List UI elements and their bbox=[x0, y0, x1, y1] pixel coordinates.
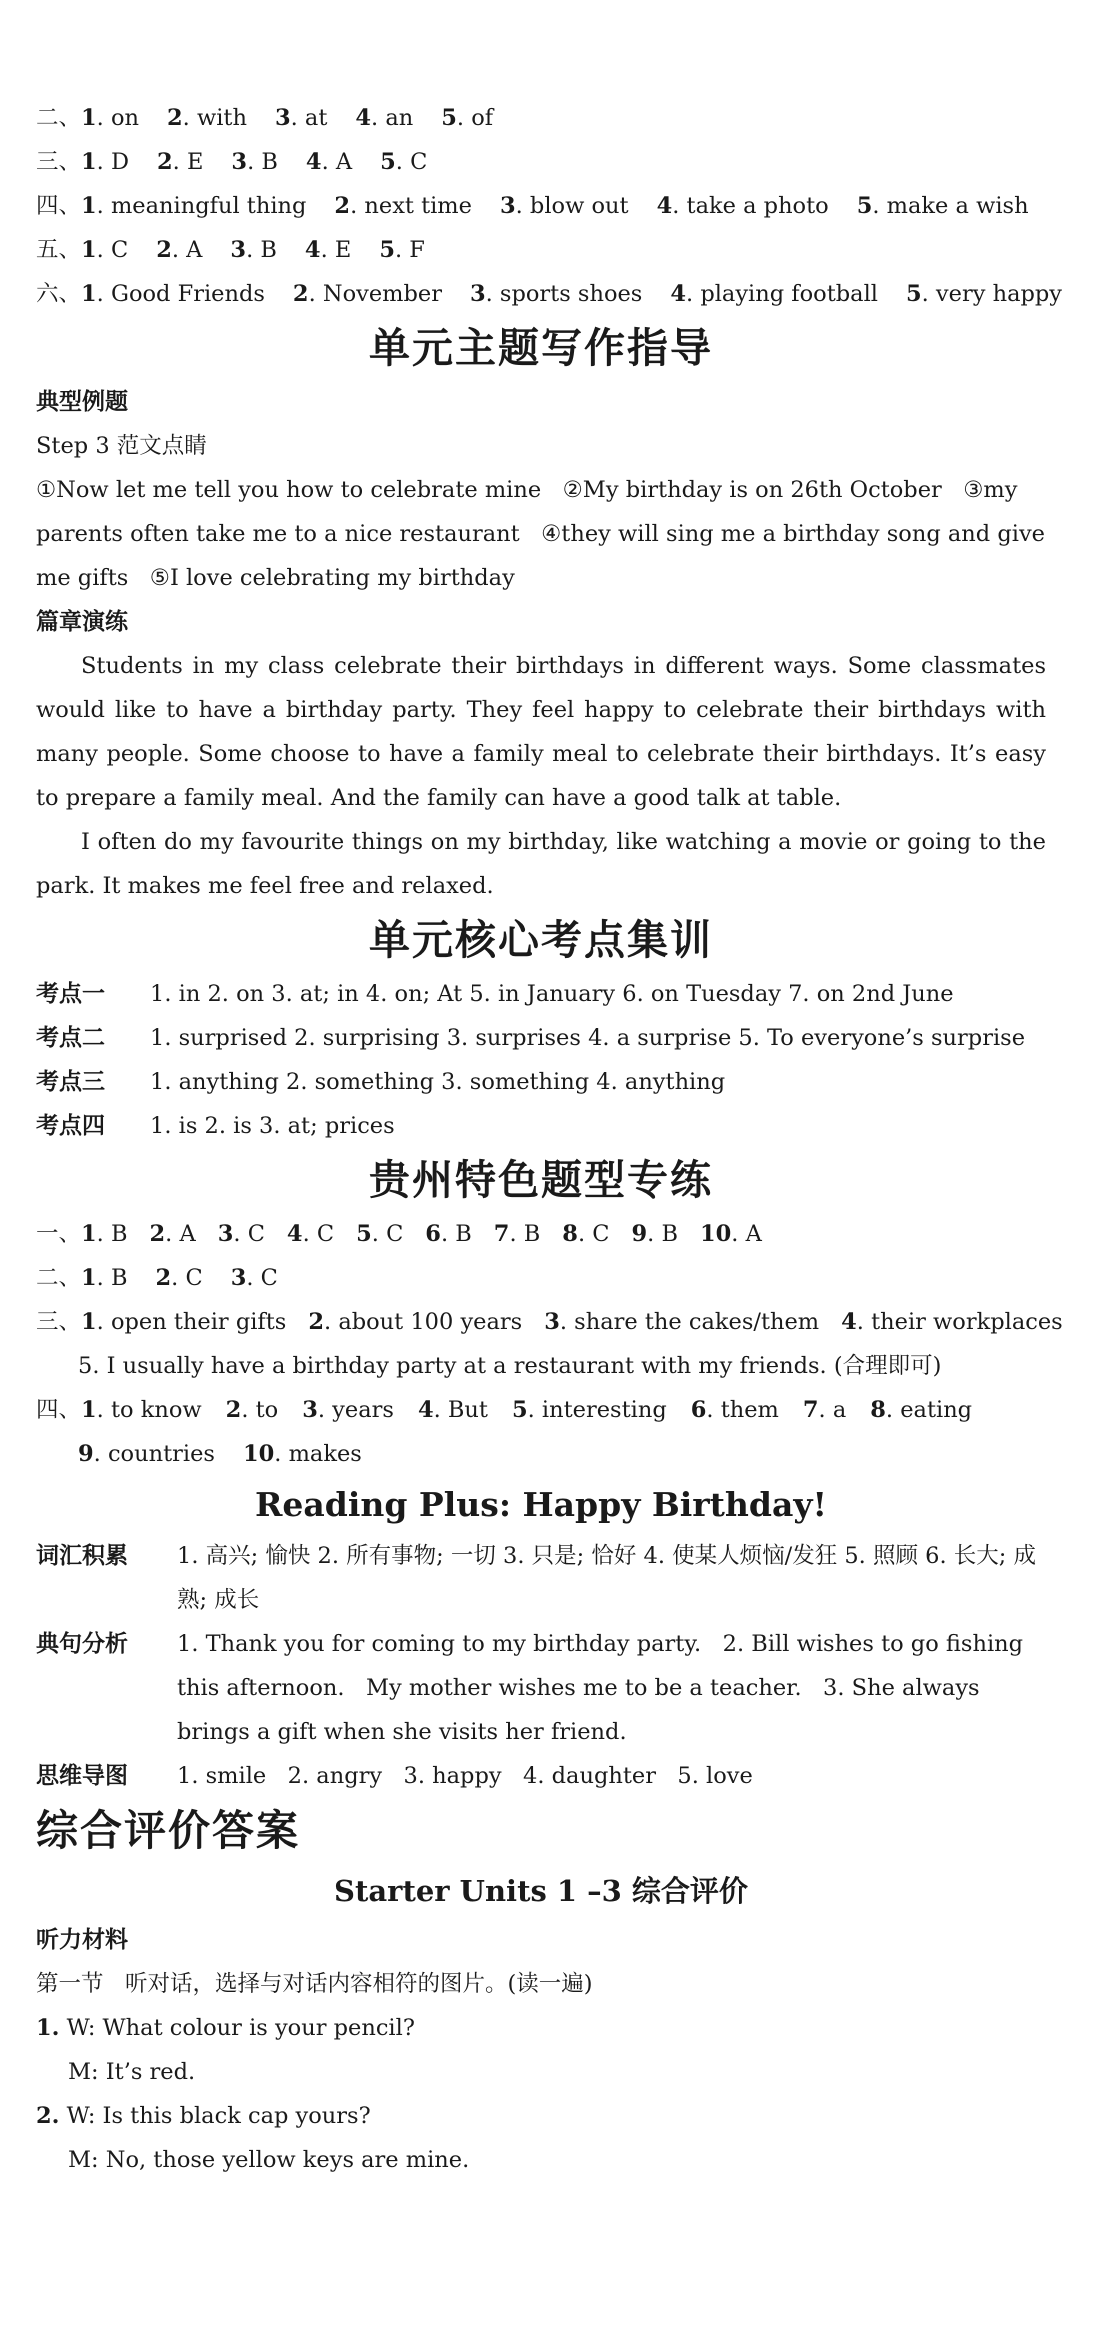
item-text: . to bbox=[241, 1397, 279, 1423]
core-row bbox=[36, 972, 1046, 1016]
item-num: 4 bbox=[670, 281, 687, 307]
example-heading: 典型例题 bbox=[36, 389, 128, 415]
item-text: . But bbox=[433, 1397, 488, 1423]
reading-row-label: 典句分析 bbox=[36, 1631, 128, 1657]
writing-section-title: 单元主题写作指导 bbox=[369, 324, 713, 372]
item-text: . years bbox=[317, 1397, 394, 1423]
item-num: 4 bbox=[417, 1397, 434, 1423]
item-num: 1 bbox=[81, 1265, 97, 1291]
core-row-text: 1. is 2. is 3. at; prices bbox=[150, 1113, 395, 1139]
evaluation-subtitle: Starter Units 1 –3 综合评价 bbox=[334, 1874, 748, 1908]
item-num: 2 bbox=[155, 1265, 172, 1291]
item-text: . Good Friends bbox=[96, 281, 265, 307]
reading-row bbox=[36, 1534, 1046, 1622]
item-num: 5 bbox=[380, 149, 396, 175]
item-num: 5 bbox=[356, 1221, 372, 1247]
item-text: . take a photo bbox=[672, 193, 829, 219]
core-row-label: 考点二 bbox=[36, 1025, 105, 1051]
item-num: 10 bbox=[242, 1441, 275, 1467]
dialogue-num: 2 bbox=[36, 2103, 52, 2129]
item-num: 7 bbox=[802, 1397, 819, 1423]
item-num: 10 bbox=[699, 1221, 732, 1247]
item-text: . C bbox=[171, 1265, 203, 1291]
step-line: me gifts ⑤I love celebrating my birthday bbox=[36, 565, 515, 591]
item-text: . them bbox=[706, 1397, 779, 1423]
item-num: 3 bbox=[230, 1265, 247, 1291]
reading-row bbox=[36, 1754, 1046, 1798]
item-text: . a bbox=[818, 1397, 847, 1423]
guizhou-row-2 bbox=[36, 1256, 1046, 1300]
evaluation-title: 综合评价答案 bbox=[36, 1806, 301, 1855]
item-text: . C bbox=[246, 1265, 278, 1291]
item-num: 2 bbox=[156, 237, 172, 263]
item-text: . of bbox=[456, 105, 494, 131]
step-line: parents often take me to a nice restaurant ④they will sing me a birthday song and give bbox=[36, 521, 1045, 547]
item-text: . F bbox=[394, 237, 425, 263]
reading-row-text: 1. 高兴; 愉快 2. 所有事物; 一切 3. 只是; 恰好 4. 使某人烦恼/发狂 5. 照顾 6. 长大; 成熟; 成长 bbox=[177, 1543, 1036, 1613]
item-num: 2 bbox=[334, 193, 351, 219]
item-num: 3 bbox=[231, 149, 248, 175]
item-num: 5 bbox=[905, 281, 922, 307]
item-num: 9 bbox=[78, 1441, 94, 1467]
row-label: 三、 bbox=[36, 149, 82, 175]
reading-section-title: Reading Plus: Happy Birthday! bbox=[254, 1485, 828, 1524]
item-text: . on bbox=[96, 105, 140, 131]
core-row-text: 1. surprised 2. surprising 3. surprises 4. a surprise 5. To everyone’s surprise bbox=[150, 1025, 1026, 1051]
core-row bbox=[36, 1060, 1046, 1104]
reading-row-label: 词汇积累 bbox=[36, 1543, 128, 1569]
answer-row-6 bbox=[36, 272, 1062, 316]
dialogue-line: M: No, those yellow keys are mine. bbox=[68, 2147, 470, 2173]
guizhou-row-1 bbox=[36, 1212, 1046, 1256]
item-text: . B bbox=[96, 1265, 128, 1291]
guizhou-section-title: 贵州特色题型专练 bbox=[369, 1156, 713, 1204]
item-num: 4 bbox=[286, 1221, 303, 1247]
listening-part-1: 第一节 听对话，选择与对话内容相符的图片。(读一遍) bbox=[36, 1971, 593, 1997]
item-num: 1 bbox=[81, 149, 97, 175]
guizhou-row-3 bbox=[36, 1300, 1063, 1344]
row-label: 二、 bbox=[36, 1265, 82, 1291]
core-row-label: 考点四 bbox=[36, 1113, 105, 1139]
item-text: . make a wish bbox=[872, 193, 1029, 219]
item-text: . countries bbox=[93, 1441, 215, 1467]
item-num: 8 bbox=[562, 1221, 578, 1247]
item-text: . C bbox=[302, 1221, 335, 1247]
dialogue-text: W: What colour is your pencil? bbox=[66, 2015, 415, 2041]
item-num: 4 bbox=[656, 193, 673, 219]
guizhou-row-3-cont: 5. I usually have a birthday party at a restaurant with my friends. (合理即可) bbox=[78, 1353, 942, 1379]
item-num: 6 bbox=[425, 1221, 441, 1247]
item-num: 1 bbox=[81, 1397, 97, 1423]
item-num: 5 bbox=[441, 105, 457, 131]
item-text: . November bbox=[308, 281, 442, 307]
item-text: . C bbox=[395, 149, 428, 175]
item-text: . D bbox=[96, 149, 130, 175]
item-text: . B bbox=[246, 237, 277, 263]
core-row bbox=[36, 1104, 1046, 1148]
item-text: . E bbox=[172, 149, 204, 175]
item-text: . A bbox=[171, 237, 203, 263]
item-num: 5 bbox=[511, 1397, 528, 1423]
core-row bbox=[36, 1016, 1046, 1060]
item-num: 3 bbox=[544, 1309, 560, 1335]
item-text: . makes bbox=[274, 1441, 362, 1467]
item-text: . eating bbox=[885, 1397, 973, 1423]
essay-paragraph-2: I often do my favourite things on my birthday, like watching a movie or going to the park. It makes me feel free and relaxed. bbox=[36, 829, 1046, 899]
item-text: . with bbox=[182, 105, 247, 131]
item-text: . sports shoes bbox=[485, 281, 643, 307]
reading-row bbox=[36, 1622, 1046, 1754]
answer-page bbox=[36, 96, 1063, 2182]
item-text: . A bbox=[165, 1221, 196, 1247]
item-text: . next time bbox=[350, 193, 472, 219]
item-num: 9 bbox=[631, 1221, 648, 1247]
item-text: . C bbox=[233, 1221, 265, 1247]
dialogue-text: W: Is this black cap yours? bbox=[66, 2103, 371, 2129]
answer-block-1 bbox=[36, 96, 1062, 316]
answer-row-5 bbox=[36, 228, 1046, 272]
row-label: 四、 bbox=[36, 1397, 82, 1423]
item-num: 2 bbox=[157, 149, 173, 175]
core-section-title: 单元核心考点集训 bbox=[369, 916, 713, 964]
item-num: 2 bbox=[225, 1397, 242, 1423]
item-text: . their workplaces bbox=[856, 1309, 1063, 1335]
practice-heading: 篇章演练 bbox=[36, 609, 128, 635]
item-num: 2 bbox=[308, 1309, 325, 1335]
item-text: . B bbox=[440, 1221, 472, 1247]
item-num: 1 bbox=[81, 1221, 97, 1247]
row-label: 四、 bbox=[36, 193, 82, 219]
item-text: . open their gifts bbox=[96, 1309, 287, 1335]
guizhou-row-4 bbox=[36, 1388, 1046, 1432]
item-num: 3 bbox=[469, 281, 486, 307]
dialogue-num: 1 bbox=[36, 2015, 52, 2041]
item-text: . share the cakes/them bbox=[559, 1309, 820, 1335]
item-text: . C bbox=[371, 1221, 404, 1247]
item-num: 5 bbox=[379, 237, 395, 263]
item-text: . interesting bbox=[527, 1397, 667, 1423]
item-text: . A bbox=[321, 149, 353, 175]
step-label: Step 3 范文点睛 bbox=[36, 433, 207, 459]
item-num: 8 bbox=[870, 1397, 886, 1423]
row-label: 三、 bbox=[36, 1309, 82, 1335]
item-text: . B bbox=[647, 1221, 678, 1247]
item-text: . blow out bbox=[515, 193, 629, 219]
core-row-label: 考点一 bbox=[36, 981, 105, 1007]
item-text: . to know bbox=[96, 1397, 202, 1423]
item-num: 6 bbox=[690, 1397, 707, 1423]
item-num: 2 bbox=[292, 281, 309, 307]
item-text: . B bbox=[509, 1221, 541, 1247]
essay-paragraph-1: Students in my class celebrate their birthdays in different ways. Some classmates would like to have a birthday party. They feel happy to celebrate their birthdays with many people. Some choose to have a family meal to celebrate their birthdays. It’s easy to prepare a family meal. And the family can have a good talk at table. bbox=[36, 653, 1046, 811]
step-line: ①Now let me tell you how to celebrate mine ②My birthday is on 26th October ③my bbox=[36, 477, 1018, 503]
item-num: 1 bbox=[81, 105, 97, 131]
item-num: 3 bbox=[217, 1221, 234, 1247]
reading-row-text: 1. Thank you for coming to my birthday party. 2. Bill wishes to go fishing this afternoon. My mother wishes me to be a teacher. 3. She always brings a gift when she visits her friend. bbox=[177, 1631, 1031, 1745]
dialogue-line: 2. W: Is this black cap yours? bbox=[36, 2103, 371, 2129]
item-num: 3 bbox=[274, 105, 291, 131]
row-label: 二、 bbox=[36, 105, 82, 131]
item-text: . an bbox=[371, 105, 414, 131]
item-num: 2 bbox=[167, 105, 183, 131]
item-num: 4 bbox=[841, 1309, 857, 1335]
item-num: 3 bbox=[230, 237, 247, 263]
item-text: . B bbox=[96, 1221, 128, 1247]
core-row-text: 1. anything 2. something 3. something 4. anything bbox=[150, 1069, 726, 1095]
item-text: . at bbox=[290, 105, 328, 131]
core-row-text: 1. in 2. on 3. at; in 4. on; At 5. in January 6. on Tuesday 7. on 2nd June bbox=[150, 981, 954, 1007]
item-text: . C bbox=[96, 237, 129, 263]
item-num: 3 bbox=[499, 193, 516, 219]
item-text: . B bbox=[247, 149, 278, 175]
row-label: 五、 bbox=[36, 237, 82, 263]
row-label: 六、 bbox=[36, 281, 82, 307]
item-num: 4 bbox=[304, 237, 321, 263]
item-num: 5 bbox=[856, 193, 873, 219]
dialogue-line: 1. W: What colour is your pencil? bbox=[36, 2015, 415, 2041]
item-num: 2 bbox=[149, 1221, 166, 1247]
item-num: 3 bbox=[302, 1397, 318, 1423]
item-text: . very happy bbox=[921, 281, 1062, 307]
dialogue-line: M: It’s red. bbox=[68, 2059, 196, 2085]
item-num: 1 bbox=[81, 193, 97, 219]
item-text: . A bbox=[731, 1221, 762, 1247]
item-text: . meaningful thing bbox=[96, 193, 307, 219]
item-num: 4 bbox=[305, 149, 322, 175]
listening-heading: 听力材料 bbox=[36, 1927, 128, 1953]
reading-row-label: 思维导图 bbox=[36, 1763, 128, 1789]
item-num: 1 bbox=[81, 1309, 97, 1335]
answer-row-3 bbox=[36, 140, 1046, 184]
item-text: . about 100 years bbox=[324, 1309, 523, 1335]
item-text: . playing football bbox=[686, 281, 878, 307]
item-num: 7 bbox=[493, 1221, 510, 1247]
answer-row-2 bbox=[36, 96, 1046, 140]
row-label: 一、 bbox=[36, 1221, 82, 1247]
item-text: . E bbox=[320, 237, 352, 263]
guizhou-row-4-cont bbox=[36, 1432, 1046, 1476]
item-num: 1 bbox=[81, 281, 97, 307]
item-text: . C bbox=[577, 1221, 610, 1247]
core-row-label: 考点三 bbox=[36, 1069, 105, 1095]
item-num: 4 bbox=[355, 105, 372, 131]
answer-row-4 bbox=[36, 184, 1046, 228]
reading-row-text: 1. smile 2. angry 3. happy 4. daughter 5. love bbox=[177, 1763, 753, 1789]
item-num: 1 bbox=[81, 237, 97, 263]
